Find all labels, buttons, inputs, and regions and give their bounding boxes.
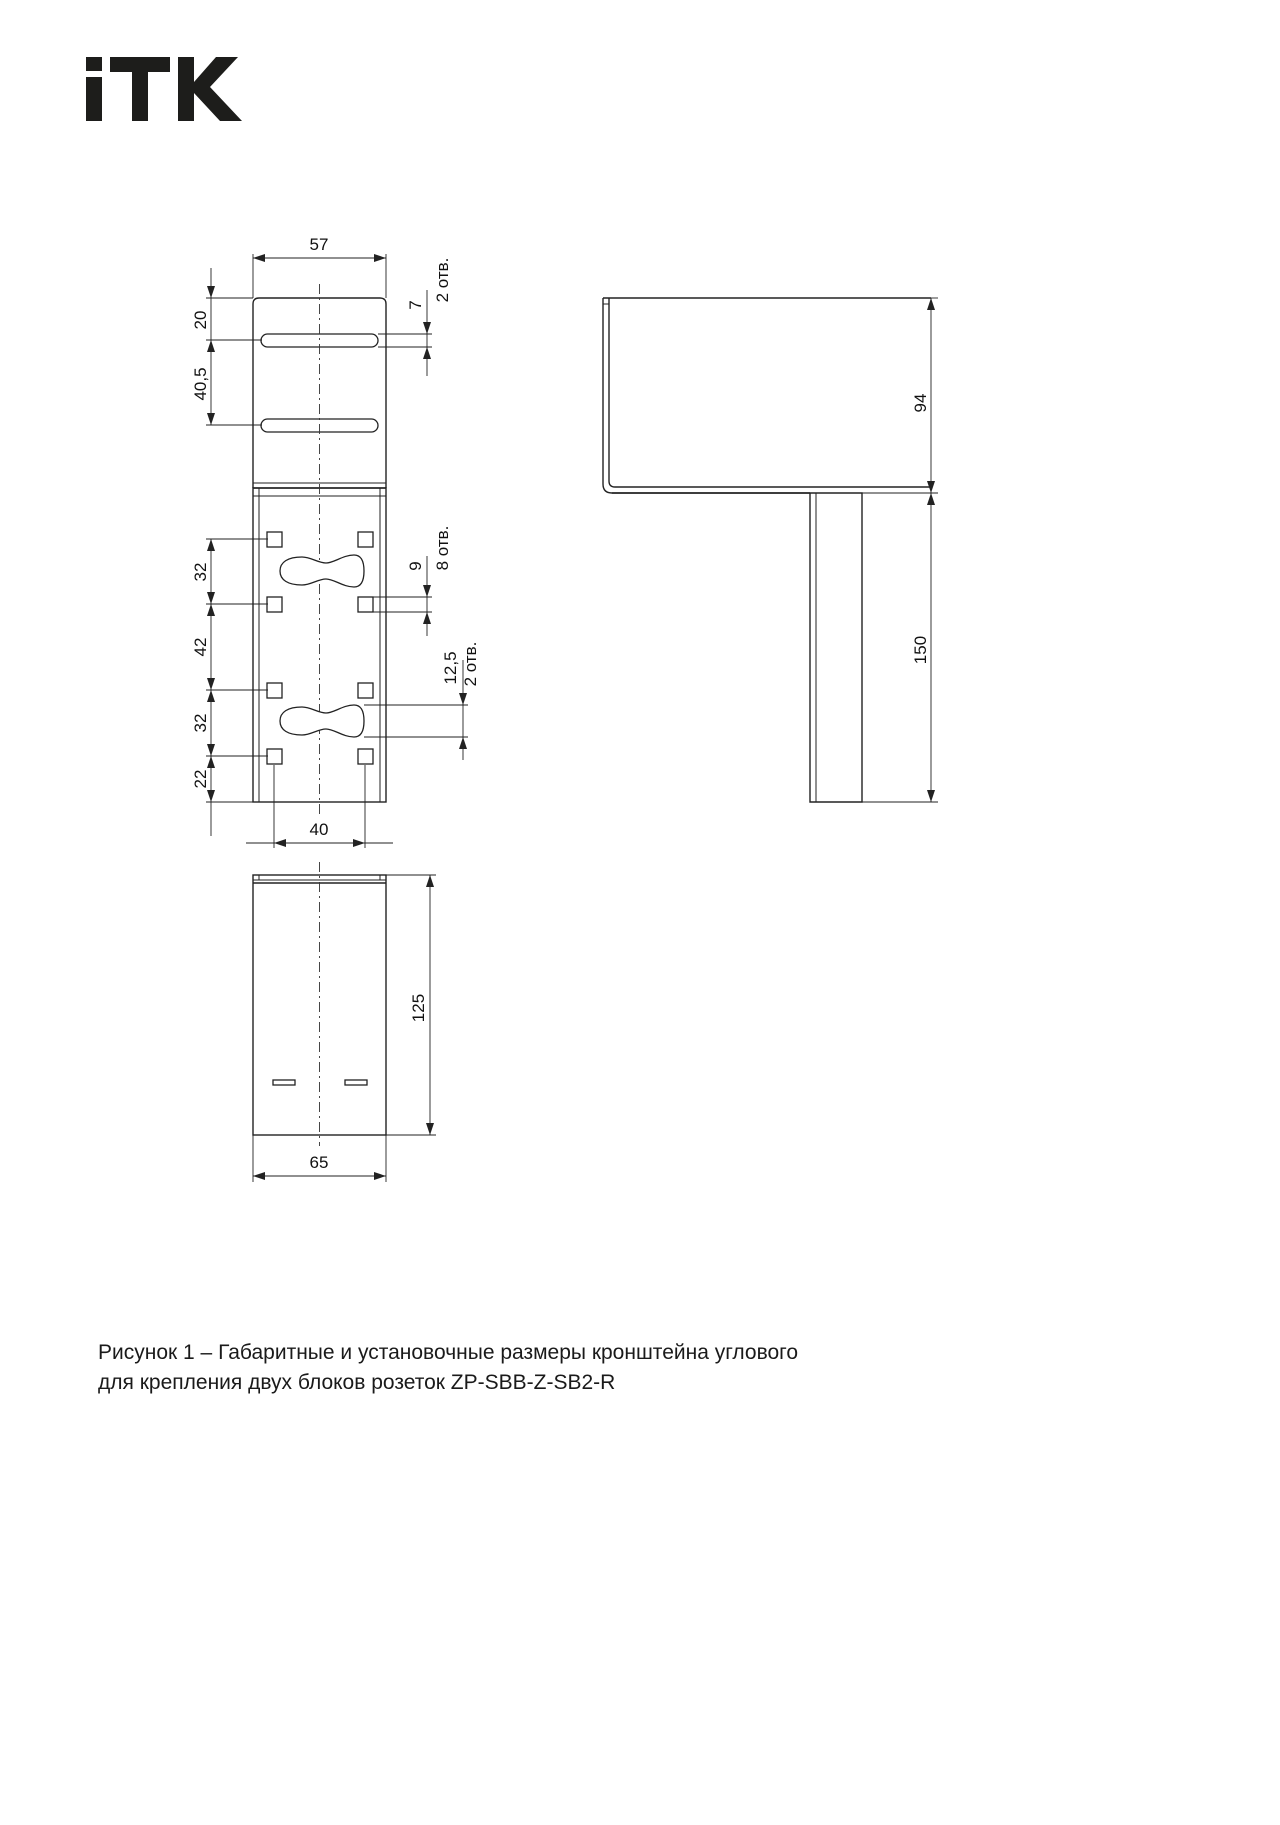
dim-slot-height: 7 bbox=[406, 300, 425, 310]
dim-side-leg: 150 bbox=[911, 635, 930, 665]
side-view-dimensions bbox=[862, 298, 938, 802]
dim-pitch-32-lower: 32 bbox=[191, 713, 210, 733]
dim-top-width: 57 bbox=[309, 235, 329, 254]
caption-line-2: для крепления двух блоков розеток ZP-SBB-Z-SB2-R bbox=[98, 1371, 616, 1394]
dim-bottom-offset: 22 bbox=[191, 769, 210, 789]
figure-caption bbox=[98, 1338, 1098, 1398]
dim-keyhole-size: 12,5 bbox=[441, 651, 460, 685]
square-hole bbox=[267, 749, 282, 764]
tab-slot bbox=[345, 1080, 367, 1085]
keyhole-lower bbox=[280, 705, 364, 737]
side-profile-outline bbox=[603, 298, 931, 802]
square-hole bbox=[358, 683, 373, 698]
front-view bbox=[253, 284, 386, 818]
dim-bottom-width: 65 bbox=[309, 1153, 329, 1172]
square-hole bbox=[267, 683, 282, 698]
dim-pitch-32-upper: 32 bbox=[191, 562, 210, 582]
square-hole bbox=[358, 749, 373, 764]
square-hole bbox=[358, 532, 373, 547]
tab-slot bbox=[273, 1080, 295, 1085]
bottom-view bbox=[253, 862, 386, 1146]
dim-bottom-height: 125 bbox=[409, 993, 428, 1023]
square-hole bbox=[267, 597, 282, 612]
dim-slot-count: 2 отв. bbox=[433, 257, 452, 303]
dim-hole-count: 8 отв. bbox=[433, 525, 452, 571]
side-view bbox=[603, 298, 931, 802]
caption-line-1: Рисунок 1 – Габаритные и установочные размеры кронштейна углового bbox=[98, 1341, 799, 1364]
front-view-dimensions bbox=[191, 235, 480, 848]
dim-keyhole-count: 2 отв. bbox=[461, 641, 480, 687]
square-hole bbox=[267, 532, 282, 547]
dim-hole-size: 9 bbox=[406, 561, 425, 571]
dim-side-height: 94 bbox=[911, 393, 930, 413]
bottom-view-dimensions bbox=[253, 875, 436, 1182]
square-hole bbox=[358, 597, 373, 612]
dim-slot-pitch: 40,5 bbox=[191, 367, 210, 401]
dim-top-offset: 20 bbox=[191, 310, 210, 330]
keyhole-upper bbox=[280, 555, 364, 587]
dim-pitch-42: 42 bbox=[191, 637, 210, 657]
dim-hole-spacing: 40 bbox=[309, 820, 329, 839]
